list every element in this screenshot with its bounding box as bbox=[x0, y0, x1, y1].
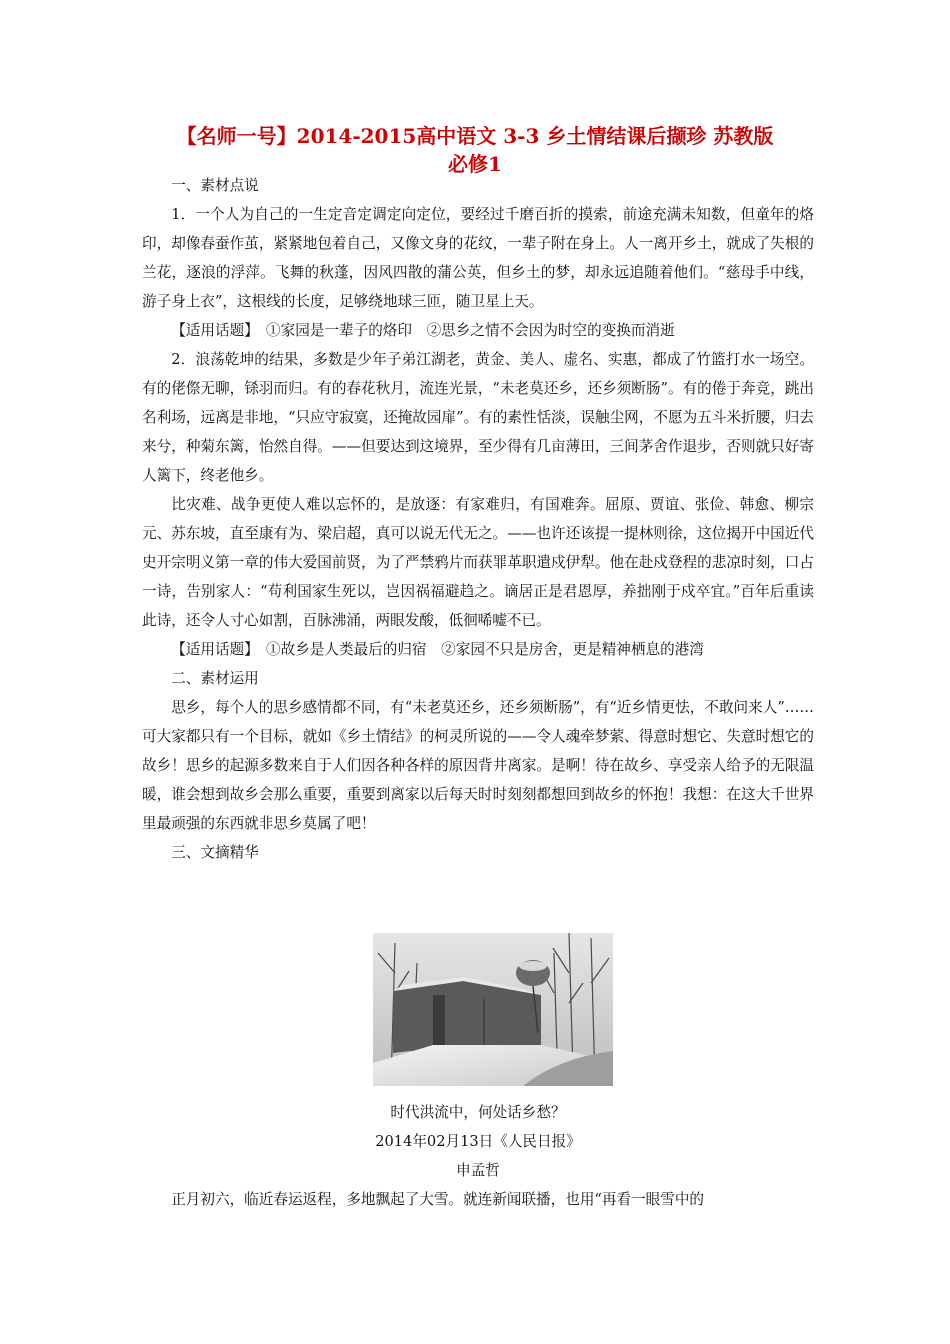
section2-heading: 二、素材运用 bbox=[171, 670, 259, 687]
section1-paragraph-2: 2．浪荡乾坤的结果，多数是少年子弟江湖老，黄金、美人、虚名、实惠，都成了竹篮打水一场空。有的佬傺无聊，铩羽而归。有的春花秋月，流连光景，“未老莫还乡，还乡须断肠”。有的倦于奔竞，跳出名利场，远离是非地，“只应守寂寞，还掩故园扉”。有的素性恬淡，误触尘网，不愿为五斗米折腰，归去来兮，种菊东篱，怡然自得。——但要达到这境界，至少得有几亩薄田，三间茅舍作退步，否则就只好寄人篱下，终老他乡。 bbox=[142, 351, 814, 484]
section1-paragraph-1: 1．一个人为自己的一生定音定调定向定位，要经过千磨百折的摸索，前途充满未知数，但童年的烙印，却像春蚕作茧，紧紧地包着自己，又像文身的花纹，一辈子附在身上。人一离开乡土，就成了失根的兰花，逐浪的浮萍。飞舞的秋蓬，因风四散的蒲公英，但乡土的梦，却永远追随着他们。“慈母手中线，游子身上衣”，这根线的长度，足够绕地球三匝，随卫星上天。 bbox=[142, 206, 814, 310]
winter-village-photo bbox=[373, 933, 613, 1086]
photo-illustration bbox=[373, 933, 613, 1086]
section1-heading: 一、素材点说 bbox=[171, 177, 259, 194]
article-date: 2014年02月13日《人民日报》 bbox=[375, 1133, 581, 1150]
section1-topic-2: 【适用话题】 ①故乡是人类最后的归宿 ②家园不只是房舍，更是精神栖息的港湾 bbox=[171, 641, 704, 658]
document-title-line2: 必修1 bbox=[448, 152, 502, 176]
section1-paragraph-3: 比灾难、战争更使人难以忘怀的，是放逐：有家难归，有国难奔。屈原、贾谊、张俭、韩愈、柳宗元、苏东坡，直至康有为、梁启超，真可以说无代无之。——也许还该提一提林则徐，这位揭开中国近代史开宗明义第一章的伟大爱国前贤，为了严禁鸦片而获罪革职遣戍伊犁。他在赴戍登程的悲凉时刻，口占一诗，告别家人：“苟利国家生死以，岂因祸福避趋之。谪居正是君恩厚，养拙刚于戍卒宜。”百年后重读此诗，还令人寸心如割，百脉沸涌，两眼发酸，低徊唏嘘不已。 bbox=[142, 496, 814, 629]
section3-heading: 三、文摘精华 bbox=[171, 844, 259, 861]
article-title: 时代洪流中，何处话乡愁？ bbox=[390, 1104, 566, 1121]
section2-paragraph-1: 思乡，每个人的思乡感情都不同，有“未老莫还乡，还乡须断肠”，有“近乡情更怯，不敢问来人”……可大家都只有一个目标，就如《乡土情结》的柯灵所说的——令人魂牵梦萦、得意时想它、失意时想它的故乡！思乡的起源多数来自于人们因各种各样的原因背井离家。是啊！待在故乡、享受亲人给予的无限温暖，谁会想到故乡会那么重要，重要到离家以后每天时时刻刻都想回到故乡的怀抱！我想：在这大千世界里最顽强的东西就非思乡莫属了吧！ bbox=[142, 699, 814, 832]
article-paragraph-1: 正月初六，临近春运返程，多地飘起了大雪。就连新闻联播，也用“再看一眼雪中的 bbox=[171, 1191, 705, 1208]
document-title-line1: 【名师一号】2014-2015高中语文 3-3 乡土情结课后撷珍 苏教版 bbox=[176, 124, 774, 148]
article-author: 申孟哲 bbox=[456, 1162, 500, 1179]
document-body-lower bbox=[142, 1098, 814, 1214]
section1-topic-1: 【适用话题】 ①家园是一辈子的烙印 ②思乡之情不会因为时空的变换而消逝 bbox=[171, 322, 675, 339]
document-body-upper bbox=[142, 171, 814, 867]
